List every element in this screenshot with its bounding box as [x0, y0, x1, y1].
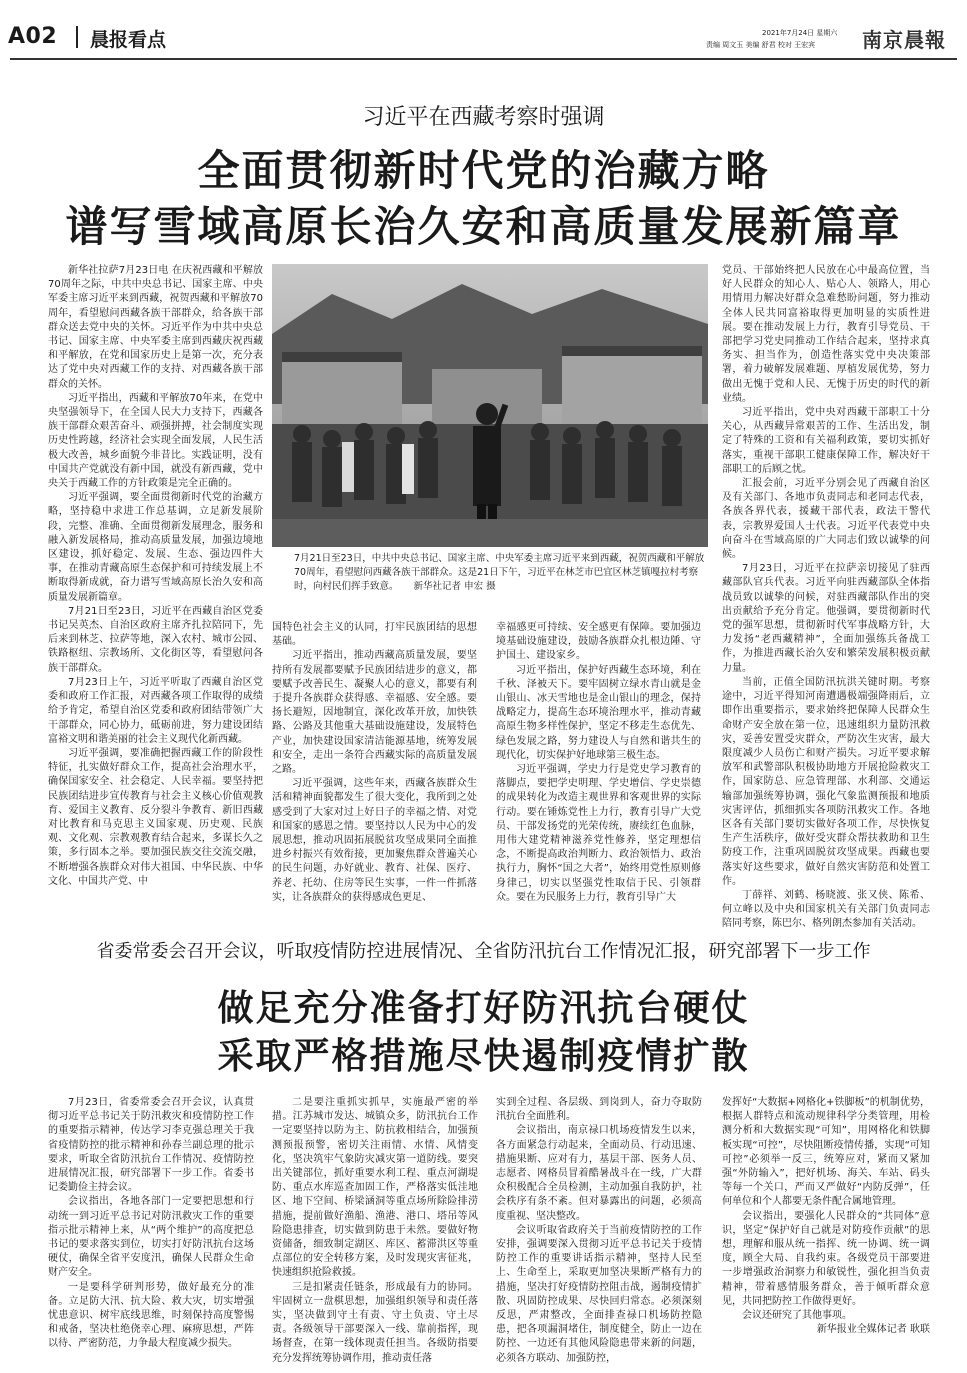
- issue-date: 2021年7月24日 星期六: [762, 29, 838, 37]
- article1-column-1: [48, 264, 263, 887]
- paragraph: 当前，正值全国防汛抗洪关键时期。考察途中，习近平得知河南遭遇极端强降雨后，立即作出重要指示，要求始终把保障人民群众生命财产安全放在第一位，迅速组织力量防汛救灾，妥善安置受灾群众，严防次生灾害，最大限度减少人员伤亡和财产损失。习近平要求解放军和武警部队积极协助地方开展抢险救灾工作，国家防总、应急管理部、水利部、交通运输部加强统筹协调，强化气象监测预报和地质灾害评估，抓细抓实各项防汛救灾工作。各地区各有关部门要切实做好各项工作，尽快恢复生产生活秩序，做好受灾群众帮扶救助和卫生防疫工作，注重巩固脱贫攻坚成果。西藏也要落实好这些要求，做好自然灾害防范和处置工作。: [722, 676, 930, 887]
- paragraph: 二是要注重抓实抓早，实施最严密的举措。江苏城市发达、城镇众多，防汛抗台工作一定要坚持以防为主、防抗救相结合，加强预测预报预警，密切关注雨情、水情、风情变化，坚决筑牢气象防灾减灾第一道防线。要突出关键部位，抓好重要水利工程、重点河湖堤防、重点水库巡查加固工作，严格落实低洼地区、地下空间、桥梁涵洞等重点场所除险排涝措施，提前做好渔船、渔港、港口、塔吊等风险隐患排查，切实做到防患于未然。要做好物资储备，细致制定湖区、库区、蓄滞洪区等重点部位的安全转移方案，及时发现灾害征兆，快速组织抢险救援。: [272, 1097, 478, 1279]
- section-title: 晨报看点: [90, 29, 167, 51]
- article1-column-2: [272, 621, 477, 903]
- paragraph: 国特色社会主义的认同，打牢民族团结的思想基础。: [272, 622, 477, 648]
- article2-column-2: [272, 1096, 478, 1364]
- photo-caption: [294, 552, 707, 594]
- paragraph: 发挥好“大数据+网格化+铁脚板”的机制优势，根据人群特点和流动规律科学分类管理，用检测分析和大数据实现“可知”，用网格化和铁脚板实现“可控”，尽快阻断疫情传播，实现“可知可控”必须举一反三，统筹应对，紧而又紧加强“外防输入”，把好机场、海关、车站、码头等每一个关口，严而又严做好“内防反弹”，任何单位和个人都要无条件配合属地管理。: [722, 1097, 930, 1208]
- paragraph: 习近平强调，学史力行是党史学习教育的落脚点，要把学史明理、学史增信、学史崇德的成果转化为改造主观世界和客观世界的实际行动。要在锤炼党性上力行，教育引导广大党员、干部发扬党的光荣传统，赓续红色血脉，用伟大建党精神滋养党性修养，坚定理想信念，不断提高政治判断力、政治领悟力、政治执行力，胸怀“国之大者”，始终用党性原则修身律己，切实以坚强党性取信于民、引领群众。要在为民服务上力行，教育引导广大: [496, 764, 701, 903]
- paragraph: 汇报会前，习近平分别会见了西藏自治区及有关部门、各地市负责同志和老同志代表，各族各界代表，援藏干部代表，政法干警代表，宗教界爱国人士代表。习近平代表党中央向奋斗在雪域高原的广大同志们致以诚挚的问候。: [722, 478, 930, 561]
- article1-column-3: [496, 621, 701, 903]
- article2-byline: 新华报业全媒体记者 耿联: [816, 1324, 930, 1336]
- paragraph: 会议听取省政府关于当前疫情防控的工作安排，强调要深入贯彻习近平总书记关于疫情防控工作的重要讲话指示精神，坚持人民至上、生命至上，采取更加坚决果断严格有力的措施，坚决打好疫情防控阻击战，遏制疫情扩散、巩固防控成果、尽快回归常态。必须深刻反思，严肃整改，全面排查禄口机场防控隐患，把各项漏洞堵住，制度健全，防止一边在防控、一边还有其他风险隐患带来新的问题，必须各方联动、加强防控，: [496, 1224, 702, 1364]
- paragraph: 三是扣紧责任链条，形成最有力的协同。牢固树立一盘棋思想，加强组织领导和责任落实，坚决做到守土有责、守土负责、守土尽责。各级领导干部要深入一线、靠前指挥，现场督查，在第一线体现责任担当。各级防指要充分发挥统筹协调作用，推动责任落: [272, 1281, 478, 1364]
- paragraph: 习近平强调，要准确把握西藏工作的阶段性特征，扎实做好群众工作，提高社会治理水平，确保国家安全、社会稳定、人民幸福。要坚持把民族团结进步宣传教育与社会主义核心价值观教育、爱国主义教育、反分裂斗争教育、新旧西藏对比教育和马克思主义国家观、历史观、民族观、文化观、宗教观教育结合起来，多谋长久之策，多行固本之举。要加强民族交往交流交融，不断增强各族群众对伟大祖国、中华民族、中华文化、中国共产党、中: [48, 747, 263, 887]
- header-rule: [10, 58, 957, 60]
- paragraph: 会议指出，各地各部门一定要把思想和行动统一到习近平总书记对防汛救灾工作的重要指示批示精神上来，从“两个维护”的高度把总书记的要求落实到位，切实打好防汛抗台这场硬仗，确保全省平安度汛，确保人民群众生命财产安全。: [48, 1196, 254, 1279]
- news-photo: [272, 264, 708, 547]
- photo-caption-text: 7月21日至23日，中共中央总书记、国家主席、中央军委主席习近平来到西藏，祝贺西藏和平解放70周年，看望慰问西藏各族干部群众。这是21日下午，习近平在林芝市巴宜区林芝镇嘎拉村考察时，向村民们挥手致意。: [294, 553, 705, 592]
- paragraph: 会议指出，要强化人民群众的“共同体”意识，坚定“保护好自己就是对防疫作贡献”的思想，理解和服从统一指挥、统一协调、统一调度，顾全大局、自我约束。各级党员干部要进一步增强政治洞察力和敏锐性，强化担当负责精神，带着感情服务群众，善于倾听群众意见，共同把防控工作做得更好。: [722, 1210, 930, 1307]
- paragraph: 一是要科学研判形势，做好最充分的准备。立足防大汛、抗大险、救大灾，切实增强忧患意识、树牢底线思维，时刻保持高度警惕和戒备，坚决杜绝侥幸心理、麻痹思想，严阵以待、严密防范，力争最大程度减少损失。: [48, 1281, 254, 1350]
- paragraph: 习近平指出，党中央对西藏干部职工十分关心，从西藏异常艰苦的工作、生活出发，制定了特殊的工资和有关福利政策，要切实抓好落实，重视干部职工健康保障工作，解决好干部职工的后顾之忧。: [722, 407, 930, 475]
- paragraph: 7月23日上午，习近平听取了西藏自治区党委和政府工作汇报，对西藏各项工作取得的成绩给予肯定，希望自治区党委和政府团结带领广大干部群众，同心协力，砥砺前进，努力建设团结富裕文明和谐美丽的社会主义现代化新西藏。: [48, 676, 263, 745]
- paragraph: 丁薛祥、刘鹤、杨晓渡、张又侠、陈希、何立峰以及中央和国家机关有关部门负责同志陪同考察，陈巴尔、格列朗杰参加有关活动。: [722, 889, 930, 930]
- article2-headline-line2: 采取严格措施尽快遏制疫情扩散: [217, 1036, 750, 1077]
- article1-column-4: [722, 264, 930, 930]
- editorial-staff: 责编 周文玉 美编 舒君 校对 王宏宾: [706, 41, 816, 49]
- paragraph: 习近平指出，保护好西藏生态环境，利在千秋、泽被天下。要牢固树立绿水青山就是金山银山、冰天雪地也是金山银山的理念，保持战略定力，提高生态环境治理水平，推动青藏高原生物多样性保护，坚定不移走生态优先、绿色发展之路，努力建设人与自然和谐共生的现代化，切实保护好地球第三极生态。: [496, 664, 701, 761]
- paragraph: 7月23日，省委常委会召开会议，认真贯彻习近平总书记关于防汛救灾和疫情防控工作的重要指示精神，传达学习李克强总理关于我省疫情防控的批示精神和孙春兰副总理的批示要求，听取全省防汛抗台工作情况、疫情防控进展情况汇报，研究部署下一步工作。省委书记娄勤俭主持会议。: [48, 1097, 254, 1194]
- newspaper-masthead: 南京晨報: [862, 28, 946, 52]
- paragraph: 习近平指出，推动西藏高质量发展，要坚持所有发展都要赋予民族团结进步的意义，都要赋予改善民生、凝聚人心的意义，都要有利于提升各族群众获得感、幸福感、安全感。要扬长避短，因地制宜，深化改革开放，加快铁路、公路及其他重大基础设施建设，发展特色产业，加快建设国家清洁能源基地，统筹发展和安全，走出一条符合西藏实际的高质量发展之路。: [272, 650, 477, 776]
- article1-headline-line2: 谱写雪域高原长治久安和高质量发展新篇章: [65, 202, 902, 251]
- paragraph: 实到全过程、各层级、到岗到人，奋力夺取防汛抗台全面胜利。: [496, 1097, 702, 1123]
- article2-headline-line1: 做足充分准备打好防汛抗台硬仗: [217, 988, 750, 1029]
- header-separator: [76, 26, 78, 48]
- article2-column-1: [48, 1096, 254, 1358]
- photo-credit: 新华社记者 申宏 摄: [413, 581, 496, 592]
- paragraph: 党员、干部始终把人民放在心中最高位置，当好人民群众的知心人、贴心人、领路人，用心用情用力解决好群众急难愁盼问题，努力推动全体人民共同富裕取得更加明显的实质性进展。要在推动发展上力行，教育引导党员、干部把学习党史同推动工作结合起来，坚持求真务实、担当作为，创造性落实党中央决策部署，着力破解发展难题、厚植发展优势，努力做出无愧于党和人民、无愧于历史的时代的新业绩。: [722, 265, 930, 404]
- article2-column-4: [722, 1096, 930, 1358]
- paragraph: 会议指出，南京禄口机场疫情发生以来，各方面紧急行动起来，全面动员、行动迅速、措施果断、应对有力，基层干部、医务人员、志愿者、网格员冒着酷暑战斗在一线，广大群众积极配合全员检测，主动加强自我防护，社会秩序有条不紊。但对暴露出的问题，必须高度重视、坚决整改。: [496, 1125, 702, 1222]
- paragraph: 习近平强调，要全面贯彻新时代党的治藏方略，坚持稳中求进工作总基调，立足新发展阶段，完整、准确、全面贯彻新发展理念，服务和融入新发展格局，推动高质量发展，加强边境地区建设，抓好稳定、发展、生态、强边四件大事，在推动青藏高原生态保护和可持续发展上不断取得新成就，奋力谱写雪域高原长治久安和高质量发展新篇章。: [48, 492, 263, 603]
- article1-headline-line1: 全面贯彻新时代党的治藏方略: [197, 146, 770, 195]
- paragraph: 7月21日至23日，习近平在西藏自治区党委书记吴英杰、自治区政府主席齐扎拉陪同下，先后来到林芝、拉萨等地，深入农村、城市公园、铁路枢纽、宗教场所、文化街区等，看望慰问各族干部群众。: [48, 605, 263, 674]
- paragraph: 幸福感更可持续、安全感更有保障。要加强边境基础设施建设，鼓励各族群众扎根边陲、守护国土、建设家乡。: [496, 622, 701, 662]
- paragraph: 会议还研究了其他事项。: [742, 1310, 852, 1322]
- paragraph: 习近平指出，西藏和平解放70年来，在党中央坚强领导下，在全国人民大力支持下，西藏各族干部群众艰苦奋斗、顽强拼搏，社会制度实现历史性跨越，经济社会实现全面发展，人民生活极大改善，城乡面貌今非昔比。实践证明，没有中国共产党就没有新中国，就没有新西藏，党中央关于西藏工作的方针政策是完全正确的。: [48, 392, 263, 490]
- paragraph: 7月23日，习近平在拉萨亲切接见了驻西藏部队官兵代表。习近平向驻西藏部队全体指战员致以诚挚的问候，对驻西藏部队作出的突出贡献给予充分肯定。他强调，要贯彻新时代党的强军思想，贯彻新时代军事战略方针，大力发扬“老西藏精神”，全面加强练兵备战工作，为推进西藏长治久安和繁荣发展积极贡献力量。: [722, 563, 930, 674]
- article2-kicker: 省委常委会召开会议，听取疫情防控进展情况、全省防汛抗台工作情况汇报，研究部署下一步工作: [96, 941, 871, 962]
- photo-illustration: [272, 264, 708, 547]
- paragraph: 新华社拉萨7月23日电 在庆祝西藏和平解放70周年之际，中共中央总书记、国家主席、中央军委主席习近平来到西藏，祝贺西藏和平解放70周年，看望慰问西藏各族干部群众，给各族干部群众送去党中央的关怀。习近平作为中共中央总书记、国家主席、中央军委主席到西藏庆祝西藏和平解放，在党和国家历史上是第一次，充分表达了党中央对西藏工作的支持、对西藏各族干部群众的关怀。: [48, 265, 263, 390]
- paragraph: 习近平强调，这些年来，西藏各族群众生活和精神面貌都发生了很大变化，我所到之处感受到了大家对过上好日子的幸福之情、对党和国家的感恩之情。要坚持以人民为中心的发展思想，推动巩固拓展脱贫攻坚成果同全面推进乡村振兴有效衔接，更加聚焦群众普遍关心的民生问题，办好就业、教育、社保、医疗、养老、托幼、住房等民生实事，一件一件抓落实，让各族群众的获得感成色更足、: [272, 778, 477, 903]
- page-number: A02: [8, 24, 58, 49]
- article1-kicker: 习近平在西藏考察时强调: [362, 105, 605, 130]
- article2-column-3: [496, 1096, 702, 1364]
